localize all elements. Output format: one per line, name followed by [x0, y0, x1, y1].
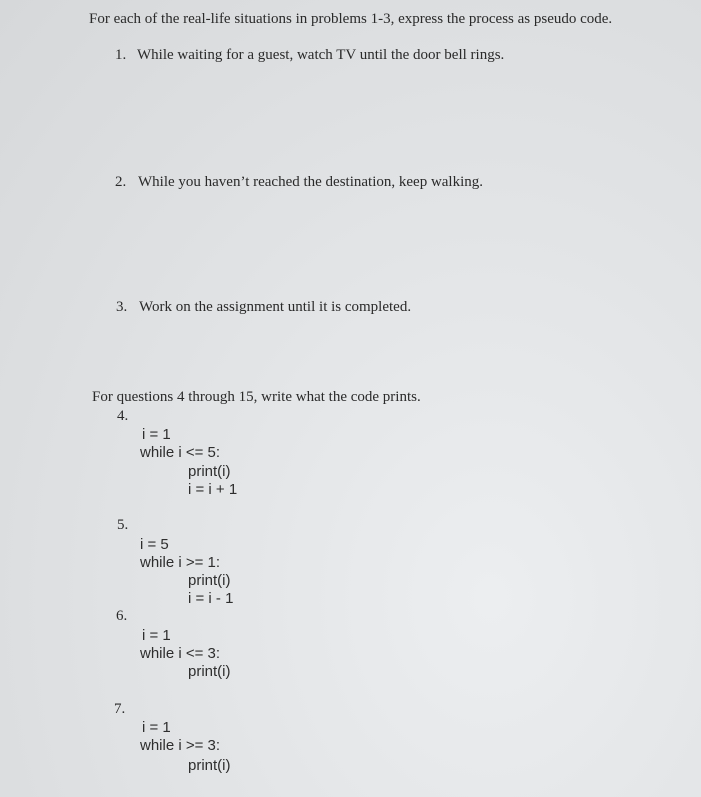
problem-1-text: While waiting for a guest, watch TV until the door bell rings.: [137, 47, 505, 63]
question-6-number: 6.: [116, 608, 128, 624]
question-6-line-2: while i <= 3:: [140, 645, 221, 662]
question-5-line-3: print(i): [188, 572, 231, 589]
part1-instruction: For each of the real-life situations in problems 1-3, express the process as pseudo code.: [89, 11, 613, 27]
question-5-line-1: i = 5: [140, 536, 169, 553]
question-5-number: 5.: [117, 517, 129, 533]
problem-2-number: 2.: [115, 174, 127, 190]
question-6-line-3: print(i): [188, 663, 231, 680]
problem-2-text: While you haven’t reached the destination, keep walking.: [138, 174, 484, 190]
question-7-line-2: while i >= 3:: [140, 737, 221, 754]
question-4-line-1: i = 1: [142, 426, 171, 443]
question-4-line-2: while i <= 5:: [140, 444, 221, 461]
question-7-number: 7.: [114, 701, 126, 717]
question-7-line-3: print(i): [188, 757, 231, 774]
question-4-line-3: print(i): [188, 463, 231, 480]
question-7-line-1: i = 1: [142, 719, 171, 736]
part2-instruction: For questions 4 through 15, write what the code prints.: [92, 389, 421, 405]
problem-1-number: 1.: [115, 47, 127, 63]
problem-3-number: 3.: [116, 299, 128, 315]
question-4-number: 4.: [117, 408, 129, 424]
question-4-line-4: i = i + 1: [188, 481, 238, 498]
question-5-line-2: while i >= 1:: [140, 554, 221, 571]
question-6-line-1: i = 1: [142, 627, 171, 644]
problem-3-text: Work on the assignment until it is completed.: [139, 299, 412, 315]
question-5-line-4: i = i - 1: [188, 590, 234, 607]
